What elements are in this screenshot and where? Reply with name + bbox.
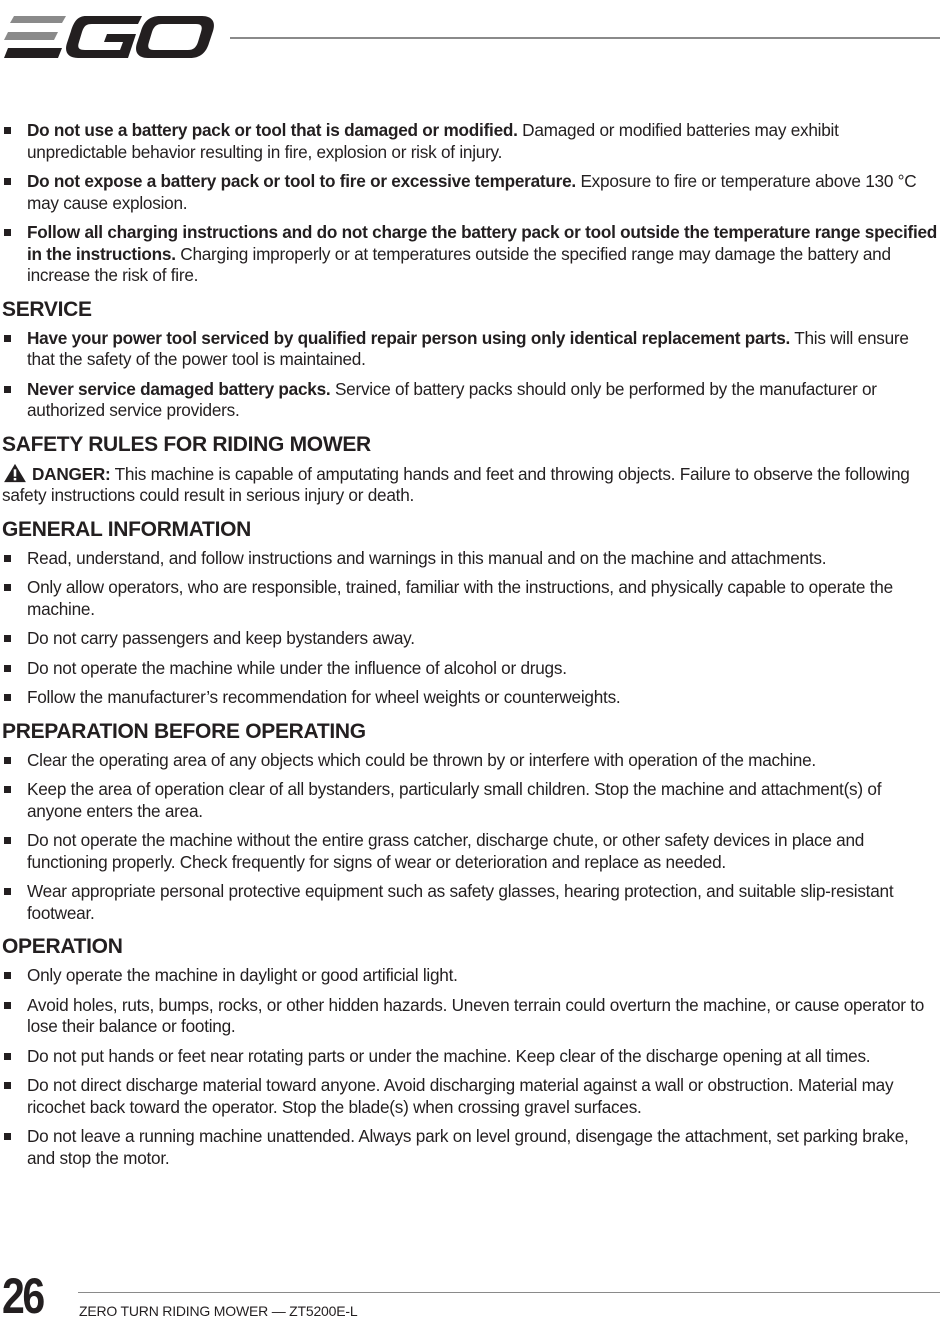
item-text: Follow the manufacturer’s recommendation for wheel weights or counterweights.: [27, 687, 621, 707]
bold-lead-text: Do not expose a battery pack or tool to fire or excessive temperature.: [27, 171, 576, 191]
header-rule: [230, 37, 940, 39]
list-item: [2, 658, 940, 680]
list-item: [2, 830, 940, 873]
warning-triangle-icon: [2, 463, 28, 483]
document-title: ZERO TURN RIDING MOWER — ZT5200E-L: [79, 1303, 358, 1319]
square-bullet-icon: [4, 1133, 11, 1140]
item-text: Clear the operating area of any objects which could be thrown by or interfere with operation of the machine.: [27, 749, 816, 770]
item-text: Do not carry passengers and keep bystanders away.: [27, 628, 415, 648]
list-item: [2, 1126, 940, 1169]
section-heading: SAFETY RULES FOR RIDING MOWER: [2, 432, 371, 456]
page-content: [2, 120, 940, 1177]
bold-lead-text: Do not use a battery pack or tool that is damaged or modified.: [27, 120, 518, 140]
list-item: [2, 965, 940, 987]
item-text: Exposure to fire or temperature above 130 °C may cause explosion.: [27, 171, 917, 213]
bold-lead-text: Never service damaged battery packs.: [27, 378, 331, 399]
item-text: Keep the area of operation clear of all bystanders, particularly small children. Stop the machine and attachment(s) of anyone enters the area.: [27, 779, 882, 821]
bullet-list: [2, 750, 940, 925]
square-bullet-icon: [4, 127, 11, 134]
page-header: [0, 0, 950, 70]
list-item: [2, 1075, 940, 1118]
square-bullet-icon: [4, 694, 11, 701]
square-bullet-icon: [4, 178, 11, 185]
bold-lead-text: Follow all charging instructions and do not charge the battery pack or tool outside the temperature range specified in the instructions.: [27, 222, 938, 264]
square-bullet-icon: [4, 1082, 11, 1089]
danger-notice: [2, 463, 940, 507]
section-heading: SERVICE: [2, 297, 92, 321]
list-item: [2, 222, 940, 287]
square-bullet-icon: [4, 1002, 11, 1009]
item-text: Wear appropriate personal protective equipment such as safety glasses, hearing protection, and suitable slip-resistant footwear.: [27, 881, 894, 923]
page-footer: [0, 1262, 950, 1335]
list-item: [2, 687, 940, 709]
item-text: Charging improperly or at temperatures outside the specified range may damage the battery and increase the risk of fire.: [27, 243, 891, 285]
list-item: [2, 881, 940, 924]
square-bullet-icon: [4, 229, 11, 236]
section-heading: OPERATION: [2, 935, 123, 958]
item-text: Damaged or modified batteries may exhibit unpredictable behavior resulting in fire, explosion or risk of injury.: [27, 120, 839, 162]
list-item: [2, 1046, 940, 1068]
section-heading: PREPARATION BEFORE OPERATING: [2, 719, 366, 743]
square-bullet-icon: [4, 335, 11, 342]
item-text: Do not leave a running machine unattended. Always park on level ground, disengage the attachment, set parking brake, and stop the motor.: [27, 1126, 909, 1168]
item-text: Avoid holes, ruts, bumps, rocks, or other hidden hazards. Uneven terrain could overturn the machine, or cause operator to lose their balance or footing.: [27, 994, 925, 1036]
page-number: 26: [2, 1268, 43, 1324]
list-item: [2, 577, 940, 620]
square-bullet-icon: [4, 555, 11, 562]
item-text: Only operate the machine in daylight or good artificial light.: [27, 965, 458, 985]
list-item: [2, 171, 940, 214]
section-heading: GENERAL INFORMATION: [2, 517, 252, 541]
square-bullet-icon: [4, 386, 11, 393]
item-text: Do not direct discharge material toward anyone. Avoid discharging material against a wall or obstruction. Material may ricochet back toward the operator. Stop the blade(s) when crossing gravel surfaces.: [27, 1075, 894, 1117]
bullet-list: [2, 548, 940, 709]
item-text: Do not put hands or feet near rotating parts or under the machine. Keep clear of the discharge opening at all times.: [27, 1045, 871, 1066]
square-bullet-icon: [4, 584, 11, 591]
list-item: [2, 779, 940, 822]
item-text: Do not operate the machine while under the influence of alcohol or drugs.: [27, 657, 567, 678]
footer-rule: [78, 1292, 940, 1293]
list-item: [2, 328, 940, 371]
list-item: [2, 379, 940, 422]
square-bullet-icon: [4, 635, 11, 642]
bullet-list: [2, 328, 940, 422]
square-bullet-icon: [4, 757, 11, 764]
list-item: [2, 750, 940, 772]
item-text: Only allow operators, who are responsible, trained, familiar with the instructions, and physically capable to operate the machine.: [27, 577, 893, 619]
item-text: This will ensure that the safety of the power tool is maintained.: [27, 327, 909, 369]
bold-lead-text: Have your power tool serviced by qualified repair person using only identical replacement parts.: [27, 327, 791, 348]
list-item: [2, 995, 940, 1038]
danger-label: DANGER:: [32, 463, 111, 484]
square-bullet-icon: [4, 786, 11, 793]
list-item: [2, 628, 940, 650]
ego-logo: [2, 12, 216, 62]
list-item: [2, 548, 940, 570]
item-text: Read, understand, and follow instructions and warnings in this manual and on the machine and attachments.: [27, 547, 827, 568]
item-text: Service of battery packs should only be performed by the manufacturer or authorized service providers.: [27, 378, 877, 420]
square-bullet-icon: [4, 888, 11, 895]
bullet-list: [2, 120, 940, 287]
square-bullet-icon: [4, 837, 11, 844]
bullet-list: [2, 965, 940, 1169]
danger-text: This machine is capable of amputating hands and feet and throwing objects. Failure to observe the following safety instructions could result in serious injury or death.: [2, 463, 910, 505]
item-text: Do not operate the machine without the entire grass catcher, discharge chute, or other safety devices in place and functioning properly. Check frequently for signs of wear or deterioration and replace as needed.: [27, 830, 865, 872]
list-item: [2, 120, 940, 163]
square-bullet-icon: [4, 972, 11, 979]
square-bullet-icon: [4, 665, 11, 672]
square-bullet-icon: [4, 1053, 11, 1060]
